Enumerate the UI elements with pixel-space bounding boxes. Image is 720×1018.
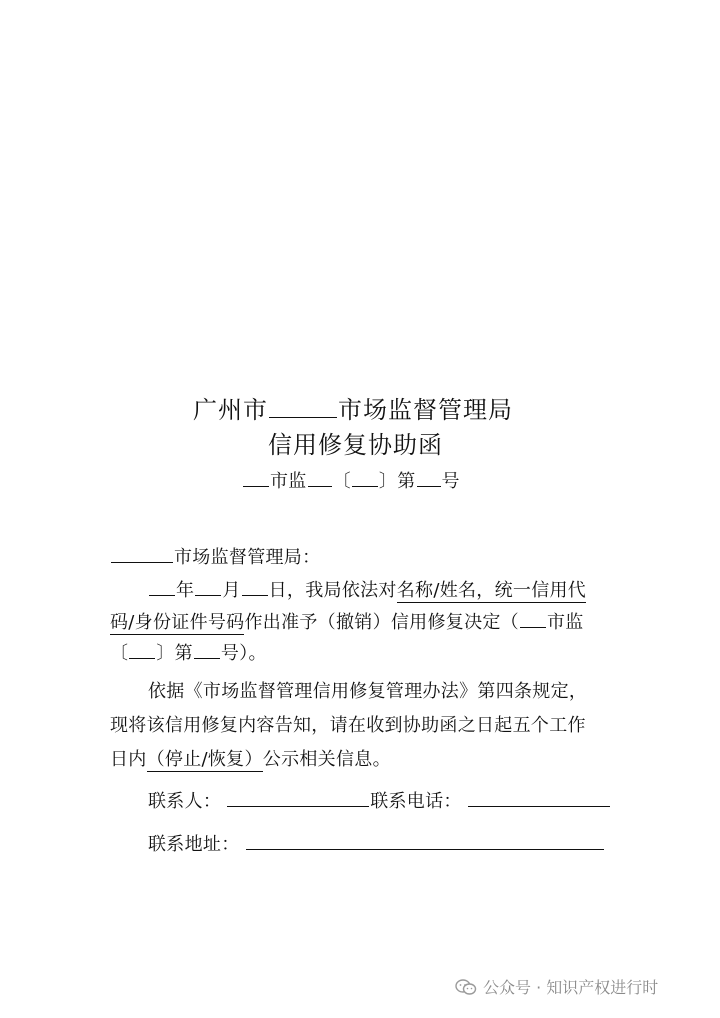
phone-label: 联系电话： <box>370 791 462 812</box>
p1-month: 月 <box>222 580 241 601</box>
docno-blank-2 <box>308 485 332 487</box>
docno-blank-3 <box>352 485 378 487</box>
year-blank <box>149 594 175 596</box>
paragraph-1-line-3 <box>110 639 267 665</box>
wechat-icon <box>455 979 477 995</box>
day-blank <box>242 594 268 596</box>
addressee-blank <box>111 561 173 563</box>
p1-end: 号）。 <box>220 643 267 664</box>
contact-blank <box>227 805 369 807</box>
p1-year: 年 <box>176 580 195 601</box>
p1-rb: 〕第 <box>156 643 193 664</box>
address-blank <box>246 848 604 850</box>
addressee-line <box>110 543 320 569</box>
decision-no-blank-2 <box>129 657 155 659</box>
paragraph-2-line-1: 依据《市场监督管理信用修复管理办法》第四条规定， <box>148 681 588 702</box>
decision-no-blank-1 <box>520 626 546 628</box>
title-suffix: 市场监督管理局 <box>338 396 513 424</box>
p1-line2-rest: 作出准予（撤销）信用修复决定（ <box>244 612 519 633</box>
p2-start: 日内 <box>110 749 147 770</box>
p2-option: （停止/恢复） <box>146 749 263 770</box>
title-line <box>193 390 513 425</box>
decision-no-blank-3 <box>194 657 220 659</box>
paragraph-2-line-3 <box>110 745 391 771</box>
docno-di: 第 <box>397 471 416 492</box>
p1-code: 码/身份证件号码 <box>110 612 245 633</box>
contact-line <box>148 787 611 813</box>
addressee: 市场监督管理局： <box>174 547 321 568</box>
district-blank <box>269 416 337 418</box>
watermark <box>455 975 658 998</box>
address-line <box>148 830 605 856</box>
paragraph-2-line-2: 现将该信用修复内容告知，请在收到协助函之日起五个工作 <box>110 715 586 736</box>
paragraph-1-line-1 <box>148 576 586 602</box>
docno-blank-1 <box>243 485 269 487</box>
address-label: 联系地址： <box>148 834 240 855</box>
docno-blank-4 <box>417 485 441 487</box>
subtitle: 信用修复协助函 <box>268 431 443 459</box>
contact-label: 联系人： <box>148 791 222 812</box>
p2-end: 公示相关信息。 <box>262 749 391 770</box>
document-number <box>242 467 460 493</box>
docno-hao: 号 <box>441 471 460 492</box>
paragraph-1-line-2 <box>110 608 584 634</box>
phone-blank <box>468 805 610 807</box>
docno-lb: 〔 <box>332 471 351 492</box>
title-prefix: 广州市 <box>193 396 268 424</box>
docno-rb: 〕 <box>378 471 398 492</box>
p1-day: 日，我局依法对 <box>268 580 397 601</box>
p1-lb: 〔 <box>110 643 129 664</box>
month-blank <box>195 594 221 596</box>
watermark-text: 公众号 · 知识产权进行时 <box>483 978 659 997</box>
p1-name: 名称/姓名，统一信用代 <box>396 580 587 601</box>
docno-shi: 市监 <box>270 471 307 492</box>
p1-shijian: 市监 <box>546 612 584 633</box>
